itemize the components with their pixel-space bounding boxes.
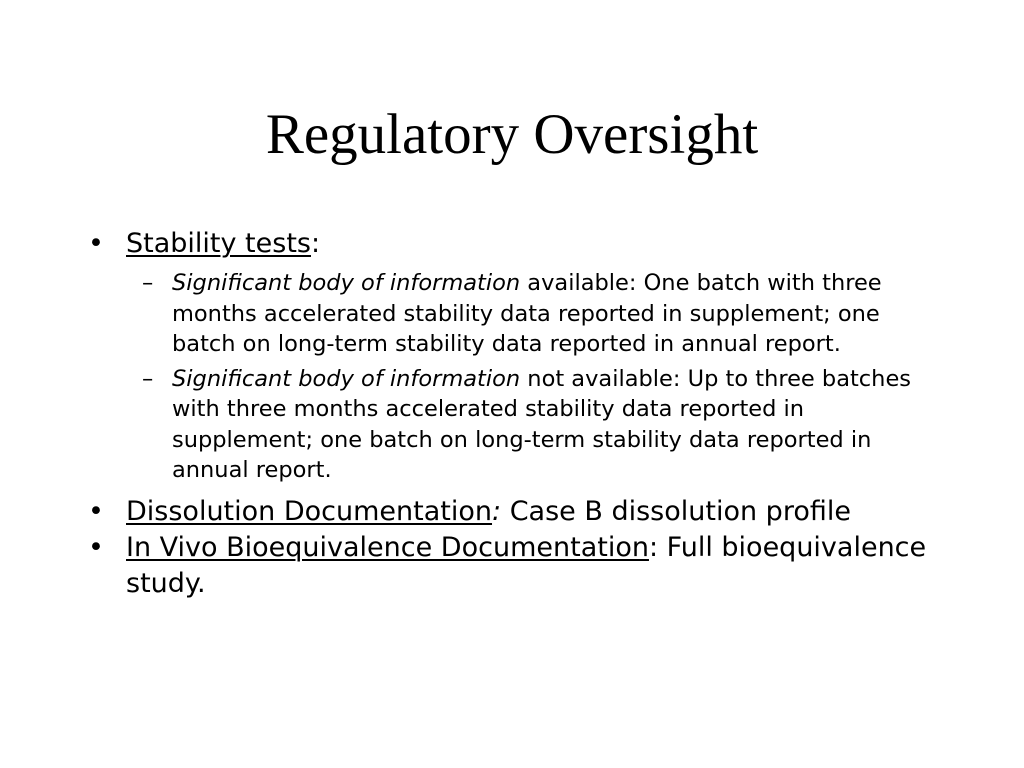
sub-item-text: available: One batch with three months accelerated stability data reported in supplement; one batch on long-term stability data reported in annual report. [172, 270, 882, 357]
bullet-label: Dissolution Documentation [126, 495, 493, 527]
bullet-label: In Vivo Bioequivalence Documentation [126, 531, 649, 563]
bullet-separator: : [492, 495, 502, 527]
bullet-label: Stability tests [126, 228, 311, 259]
bullet-text: Full bioequivalence study. [126, 531, 927, 599]
slide-title: Regulatory Oversight [265, 103, 759, 166]
sub-item-text: not available: Up to three batches with three months accelerated stability data reported in supplement; one batch on long-term stability data reported in annual report. [172, 365, 912, 483]
bullet-separator: : [648, 531, 659, 563]
bullet-text: Case B dissolution profile [501, 495, 851, 527]
dash-icon: – [142, 270, 154, 296]
bullet-icon: • [88, 495, 104, 527]
bullet-separator: : [310, 228, 321, 259]
sub-item-emphasis: Significant body of information [172, 365, 521, 392]
sub-item-emphasis: Significant body of information [172, 270, 521, 296]
bullet-icon: • [88, 228, 104, 259]
sub-item-info-available [88, 268, 948, 360]
bullet-item-dissolution-documentation [88, 494, 948, 530]
slide-body [88, 226, 948, 602]
sub-item-info-not-available [88, 364, 948, 486]
sub-list [88, 268, 948, 486]
bullet-icon: • [88, 531, 104, 563]
bullet-item-in-vivo-bioequivalence [88, 530, 948, 602]
dash-icon: – [142, 365, 154, 392]
bullet-item-stability-tests [88, 226, 948, 262]
